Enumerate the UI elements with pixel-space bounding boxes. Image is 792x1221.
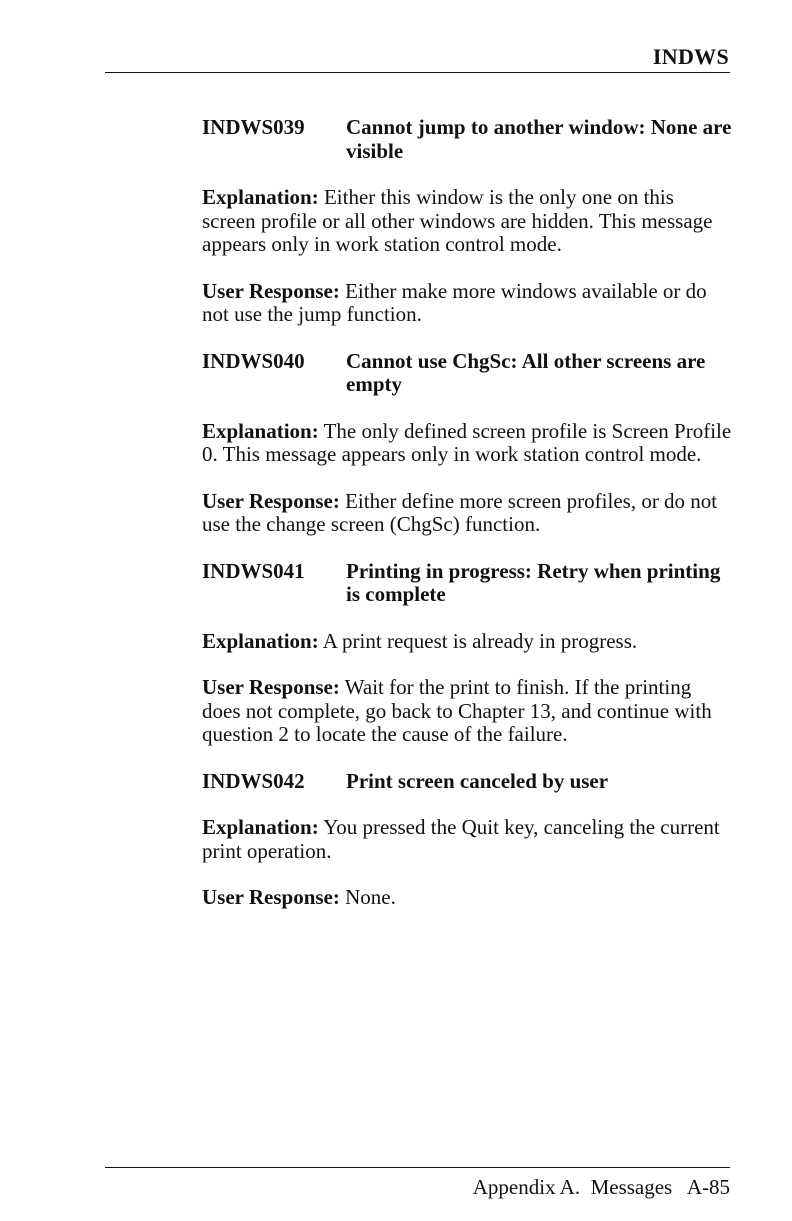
user-response-paragraph — [202, 490, 732, 537]
user-response-label: User Response: — [202, 675, 340, 699]
footer-chapter: Messages — [590, 1175, 673, 1199]
footer-rule — [105, 1167, 730, 1168]
message-list — [202, 116, 732, 933]
message-title: Print screen canceled by user — [346, 768, 609, 793]
explanation-label: Explanation: — [202, 628, 319, 653]
user-response-label: User Response: — [202, 885, 340, 909]
message-title: Cannot jump to another window: None are visible — [346, 115, 732, 163]
explanation-text: You pressed the Quit key, canceling the current print operation. — [202, 815, 720, 863]
running-header: INDWS — [652, 44, 729, 69]
explanation-label: Explanation: — [202, 815, 319, 839]
explanation-paragraph — [202, 816, 732, 863]
message-heading — [202, 116, 732, 163]
explanation-paragraph — [202, 186, 732, 257]
user-response-paragraph — [202, 280, 732, 327]
message-title: Cannot use ChgSc: All other screens are empty — [346, 348, 706, 396]
explanation-paragraph — [202, 420, 732, 467]
explanation-text: Either this window is the only one on this screen profile or all other windows are hidden. This message appears only in work station control mode. — [202, 185, 713, 256]
page-number: A-85 — [686, 1175, 730, 1199]
user-response-paragraph — [202, 886, 732, 910]
page-footer — [473, 1175, 730, 1200]
user-response-paragraph — [202, 676, 732, 747]
explanation-text: A print request is already in progress. — [322, 628, 638, 653]
message-entry — [202, 770, 732, 910]
explanation-text: The only defined screen profile is Screen Profile 0. This message appears only in work station control mode. — [202, 418, 732, 466]
message-heading — [202, 350, 732, 397]
user-response-text: Wait for the print to finish. If the printing does not complete, go back to Chapter 13, and continue with question 2 to locate the cause of the failure. — [202, 675, 712, 746]
explanation-label: Explanation: — [202, 185, 319, 209]
message-entry — [202, 116, 732, 327]
message-title: Printing in progress: Retry when printing is complete — [346, 558, 721, 606]
message-heading — [202, 770, 732, 794]
user-response-label: User Response: — [202, 278, 340, 303]
footer-section: Appendix A. — [472, 1175, 581, 1199]
message-code: INDWS039 — [202, 115, 305, 139]
user-response-label: User Response: — [202, 488, 340, 513]
user-response-text: Either define more screen profiles, or do not use the change screen (ChgSc) function. — [202, 488, 718, 536]
message-heading — [202, 560, 732, 607]
user-response-text: None. — [345, 885, 396, 909]
user-response-text: Either make more windows available or do not use the jump function. — [202, 278, 707, 326]
message-code: INDWS040 — [202, 348, 305, 373]
message-entry — [202, 350, 732, 537]
message-code: INDWS042 — [202, 768, 305, 793]
message-entry — [202, 560, 732, 747]
header-rule — [105, 72, 730, 73]
explanation-label: Explanation: — [202, 418, 319, 443]
explanation-paragraph — [202, 630, 732, 654]
message-code: INDWS041 — [202, 558, 305, 583]
